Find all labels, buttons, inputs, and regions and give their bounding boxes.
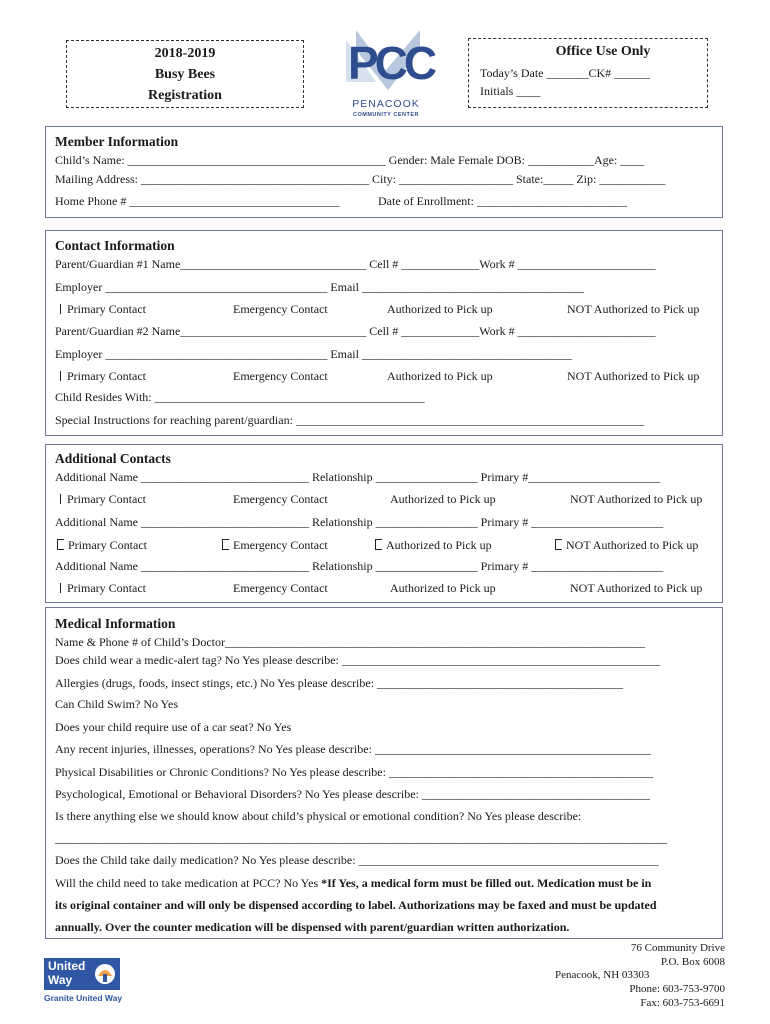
- program-name: Busy Bees: [154, 67, 216, 82]
- g2-not-authorized-option[interactable]: NOT Authorized to Pick up: [567, 369, 700, 383]
- united-way-logo: [44, 958, 122, 1008]
- guardian1-employer-line[interactable]: Employer _____________________________________ Email _____________________________________: [55, 280, 584, 294]
- office-use-title: Office Use Only: [555, 44, 651, 59]
- a1-primary-option[interactable]: Primary Contact: [60, 492, 146, 507]
- medical-allergies-line[interactable]: Allergies (drugs, foods, insect stings, etc.) No Yes please describe: _________________________________________: [55, 676, 624, 690]
- united-way-emblem: [94, 962, 116, 986]
- a1-primary-checkbox[interactable]: [60, 494, 61, 504]
- a3-emergency-option[interactable]: Emergency Contact: [233, 581, 328, 595]
- g1-authorized-option[interactable]: Authorized to Pick up: [387, 302, 493, 316]
- guardian2-employer-line[interactable]: Employer _____________________________________ Email ___________________________________: [55, 347, 572, 361]
- special-instructions-line[interactable]: Special Instructions for reaching parent/guardian: __________________________________________________________: [55, 413, 644, 427]
- medical-notice-line2: its original container and will only be dispensed according to label. Authorizations may be faxed and must be updated: [55, 898, 657, 912]
- a3-primary-option[interactable]: Primary Contact: [60, 581, 146, 596]
- medical-anything-else-blank[interactable]: ______________________________________________________________________________________________________: [55, 831, 667, 845]
- footer-address2: P.O. Box 6008: [660, 956, 725, 968]
- member-child-name-line[interactable]: Child’s Name: ___________________________________________ Gender: Male Female DOB: ___________Age: ____: [55, 153, 645, 167]
- medical-anything-else-line[interactable]: Is there anything else we should know about child’s physical or emotional condition? No Yes please describe:: [55, 809, 582, 823]
- a3-primary-checkbox[interactable]: [60, 583, 61, 593]
- g1-not-authorized-option[interactable]: NOT Authorized to Pick up: [567, 302, 700, 316]
- medical-swim-line[interactable]: Can Child Swim? No Yes: [55, 697, 179, 711]
- a1-authorized-option[interactable]: Authorized to Pick up: [390, 492, 496, 506]
- medical-car-seat-line[interactable]: Does your child require use of a car seat? No Yes: [55, 720, 292, 734]
- medical-pcc-medication-line[interactable]: Will the child need to take medication at PCC? No Yes *If Yes, a medical form must be filled out. Medication must be in: [55, 876, 652, 890]
- a1-emergency-option[interactable]: Emergency Contact: [233, 492, 328, 506]
- contact-title: Contact Information: [55, 238, 175, 253]
- program-year: 2018-2019: [154, 46, 216, 61]
- medical-doctor-line[interactable]: Name & Phone # of Child’s Doctor______________________________________________________________________: [55, 635, 645, 649]
- g2-emergency-option[interactable]: Emergency Contact: [233, 369, 328, 383]
- footer-address1: 76 Community Drive: [630, 942, 725, 954]
- additional2-line[interactable]: Additional Name ____________________________ Relationship _________________ Primary # ______________________: [55, 515, 664, 529]
- g1-primary-checkbox[interactable]: [60, 304, 61, 314]
- a1-not-authorized-option[interactable]: NOT Authorized to Pick up: [570, 492, 703, 506]
- office-date-ck: Today’s Date _______CK# ______: [480, 66, 651, 80]
- united-way-sub: Granite United Way: [44, 993, 123, 1003]
- medical-disabilities-line[interactable]: Physical Disabilities or Chronic Conditions? No Yes please describe: ____________________________________________: [55, 765, 653, 779]
- footer-phone: Phone: 603-753-9700: [629, 983, 725, 995]
- footer-city: Penacook, NH 03303: [555, 969, 650, 981]
- member-title: Member Information: [55, 134, 179, 149]
- united-way-line1: United: [48, 959, 86, 973]
- a3-authorized-option[interactable]: Authorized to Pick up: [390, 581, 496, 595]
- g2-authorized-option[interactable]: Authorized to Pick up: [387, 369, 493, 383]
- additional1-line[interactable]: Additional Name ____________________________ Relationship _________________ Primary #______________________: [55, 470, 661, 484]
- a2-emergency-option[interactable]: Emergency Contact: [222, 538, 328, 553]
- g1-primary-option[interactable]: Primary Contact: [60, 302, 146, 317]
- medical-psychological-line[interactable]: Psychological, Emotional or Behavioral Disorders? No Yes please describe: ______________________________________: [55, 787, 650, 801]
- medical-notice-line3: annually. Over the counter medication will be dispensed with parent/guardian written authorization.: [55, 920, 570, 934]
- a2-primary-checkbox[interactable]: [57, 539, 64, 550]
- logo-name: PENACOOK: [352, 98, 420, 110]
- footer-fax: Fax: 603-753-6691: [640, 997, 725, 1009]
- a2-authorized-checkbox[interactable]: [375, 539, 382, 550]
- guardian1-line[interactable]: Parent/Guardian #1 Name_______________________________ Cell # _____________Work # _______________________: [55, 257, 656, 271]
- medical-injuries-line[interactable]: Any recent injuries, illnesses, operations? No Yes please describe: ______________________________________________: [55, 742, 651, 756]
- logo-letters: PCC: [348, 37, 434, 89]
- member-address-line[interactable]: Mailing Address: ______________________________________ City: ___________________ State:_____ Zip: ___________: [55, 172, 666, 186]
- a2-authorized-option[interactable]: Authorized to Pick up: [375, 538, 492, 553]
- member-enrollment-date[interactable]: Date of Enrollment: _________________________: [378, 194, 627, 208]
- g2-primary-option[interactable]: Primary Contact: [60, 369, 146, 384]
- a2-primary-option[interactable]: Primary Contact: [57, 538, 147, 553]
- child-resides-line[interactable]: Child Resides With: _____________________________________________: [55, 390, 425, 404]
- member-home-phone[interactable]: Home Phone # ___________________________________: [55, 194, 340, 208]
- medical-alert-tag-line[interactable]: Does child wear a medic-alert tag? No Yes please describe: _____________________________________________________: [55, 653, 660, 667]
- a2-not-authorized-option[interactable]: NOT Authorized to Pick up: [555, 538, 698, 553]
- additional-title: Additional Contacts: [55, 451, 171, 466]
- logo-sub: COMMUNITY CENTER: [353, 112, 419, 118]
- office-initials: Initials ____: [480, 84, 541, 98]
- hand-icon: [94, 962, 116, 986]
- g1-emergency-option[interactable]: Emergency Contact: [233, 302, 328, 316]
- united-way-line2: Way: [48, 973, 73, 987]
- g2-primary-checkbox[interactable]: [60, 371, 61, 381]
- medical-daily-medication-line[interactable]: Does the Child take daily medication? No Yes please describe: __________________________________________________: [55, 853, 659, 867]
- additional3-line[interactable]: Additional Name ____________________________ Relationship _________________ Primary # ______________________: [55, 559, 664, 573]
- pcc-logo: [336, 26, 436, 122]
- guardian2-line[interactable]: Parent/Guardian #2 Name_______________________________ Cell # _____________Work # _______________________: [55, 324, 656, 338]
- a3-not-authorized-option[interactable]: NOT Authorized to Pick up: [570, 581, 703, 595]
- medical-title: Medical Information: [55, 616, 176, 631]
- program-form-title: Registration: [148, 88, 222, 103]
- a2-emergency-checkbox[interactable]: [222, 539, 229, 550]
- a2-not-authorized-checkbox[interactable]: [555, 539, 562, 550]
